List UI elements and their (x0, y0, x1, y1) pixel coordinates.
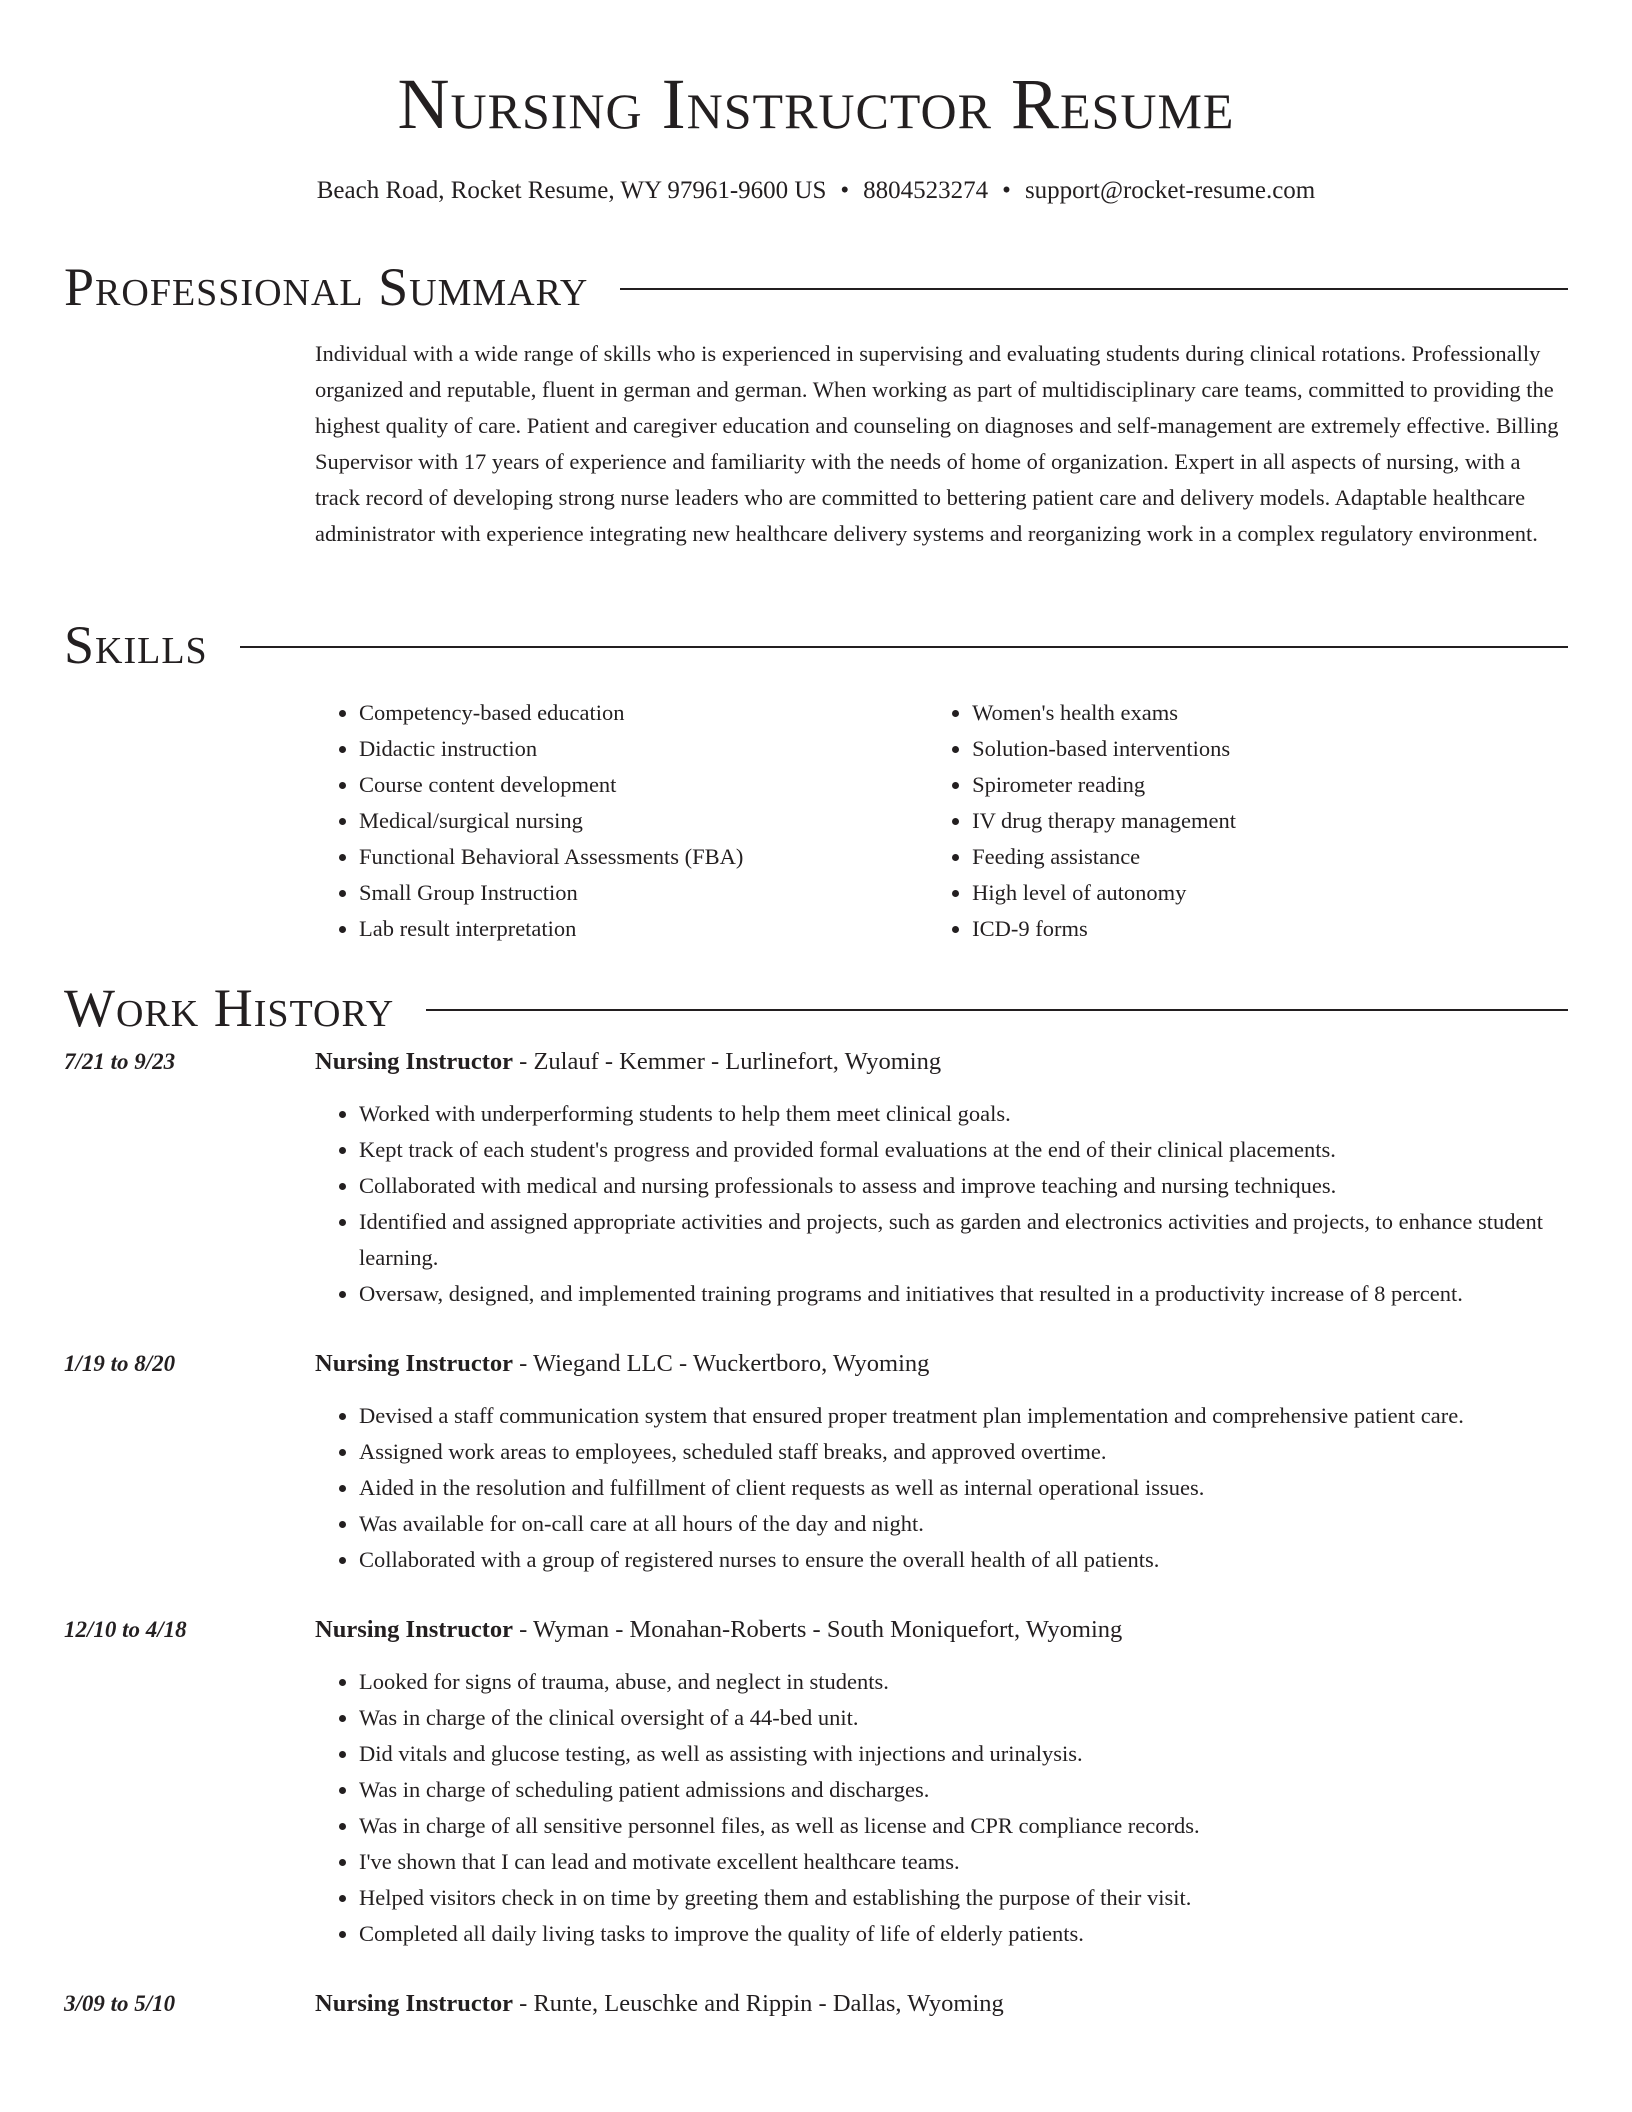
skills-list-right (928, 695, 1568, 947)
job-title: Nursing Instructor (315, 1616, 514, 1643)
job-bullet: • Devised a staff communication system that ensured proper treatment plan implementation and comprehensive patient care. (359, 1398, 1568, 1434)
job-dates: 7/21 to 9/23 (64, 1049, 176, 1074)
job-header (315, 1612, 1568, 1648)
job-entry (64, 1346, 1568, 1578)
job-bullet: • Was in charge of all sensitive personnel files, as well as license and CPR compliance records. (359, 1808, 1568, 1844)
job-title: Nursing Instructor (315, 1990, 514, 2017)
phone: 8804523274 (863, 177, 989, 204)
separator-dot: • (1002, 177, 1011, 204)
job-list (64, 1044, 1568, 2022)
skills-section (64, 615, 1568, 947)
job-bullet: • Was in charge of scheduling patient admissions and discharges. (359, 1772, 1568, 1808)
skill-item: • Feeding assistance (972, 839, 1568, 875)
job-entry (64, 1612, 1568, 1952)
job-title: Nursing Instructor (315, 1048, 514, 1075)
skill-item: • ICD-9 forms (972, 911, 1568, 947)
section-rule (240, 646, 1568, 648)
separator-dot: • (840, 177, 850, 204)
job-bullet: • Oversaw, designed, and implemented training programs and initiatives that resulted in a productivity increase of 8 percent. (359, 1276, 1568, 1312)
skill-item: • Solution-based interventions (972, 731, 1568, 767)
job-bullet: • Aided in the resolution and fulfillment of client requests as well as internal operational issues. (359, 1470, 1568, 1506)
skill-item: • Didactic instruction (359, 731, 928, 767)
job-bullets (315, 1664, 1568, 1952)
job-bullet: • Collaborated with medical and nursing professionals to assess and improve teaching and nursing techniques. (359, 1168, 1568, 1204)
job-employer: - Runte, Leuschke and Rippin - Dallas, Wyoming (513, 1990, 1004, 2017)
summary-body (315, 336, 1568, 552)
job-bullet: • Helped visitors check in on time by greeting them and establishing the purpose of their visit. (359, 1880, 1568, 1916)
skills-heading (64, 615, 1568, 675)
skills-body (315, 695, 1568, 947)
resume-title: Nursing Instructor Resume (397, 64, 1235, 144)
skill-item: • Women's health exams (972, 695, 1568, 731)
section-rule (620, 288, 1568, 290)
job-bullet: • Did vitals and glucose testing, as well as assisting with injections and urinalysis. (359, 1736, 1568, 1772)
skill-item: • IV drug therapy management (972, 803, 1568, 839)
job-bullet: • Worked with underperforming students to help them meet clinical goals. (359, 1096, 1568, 1132)
address: Beach Road, Rocket Resume, WY 97961-9600 US (316, 177, 827, 204)
job-bullet: • Collaborated with a group of registered nurses to ensure the overall health of all patients. (359, 1542, 1568, 1578)
skill-item: • High level of autonomy (972, 875, 1568, 911)
skill-item: • Functional Behavioral Assessments (FBA) (359, 839, 928, 875)
skill-item: • Small Group Instruction (359, 875, 928, 911)
job-employer: - Wiegand LLC - Wuckertboro, Wyoming (513, 1350, 930, 1377)
job-bullet: • I've shown that I can lead and motivate excellent healthcare teams. (359, 1844, 1568, 1880)
job-title: Nursing Instructor (315, 1350, 514, 1377)
job-bullet: • Kept track of each student's progress and provided formal evaluations at the end of their clinical placements. (359, 1132, 1568, 1168)
skills-list-left (315, 695, 928, 947)
job-dates: 3/09 to 5/10 (64, 1991, 176, 2016)
job-bullets (315, 1398, 1568, 1578)
skills-columns (315, 695, 1568, 947)
skill-item: • Competency-based education (359, 695, 928, 731)
summary-text: Individual with a wide range of skills who is experienced in supervising and evaluating students during clinical rotations. Professionally organized and reputable, fluent in german and german. When working as part of multidisciplinary care teams, committed to providing the highest quality of care. Patient and caregiver education and counseling on diagnoses and self-management are extremely effective. Billing Supervisor with 17 years of experience and familiarity with the needs of home of organization. Expert in all aspects of nursing, with a track record of developing strong nurse leaders who are committed to bettering patient care and delivery models. Adaptable healthcare administrator with experience integrating new healthcare delivery systems and reorganizing work in a complex regulatory environment. (315, 341, 1559, 546)
job-bullet: • Was in charge of the clinical oversight of a 44-bed unit. (359, 1700, 1568, 1736)
section-title: Work History (64, 978, 395, 1038)
work-section (64, 978, 1568, 2022)
skill-item: • Spirometer reading (972, 767, 1568, 803)
job-bullet: • Identified and assigned appropriate activities and projects, such as garden and electronics activities and projects, to enhance student learning. (359, 1204, 1568, 1276)
skill-item: • Course content development (359, 767, 928, 803)
job-employer: - Zulauf - Kemmer - Lurlinefort, Wyoming (513, 1048, 942, 1075)
summary-section (64, 257, 1568, 552)
section-title: Professional Summary (64, 257, 589, 317)
job-bullet: • Completed all daily living tasks to improve the quality of life of elderly patients. (359, 1916, 1568, 1952)
job-entry (64, 1044, 1568, 1312)
job-bullet: • Looked for signs of trauma, abuse, and neglect in students. (359, 1664, 1568, 1700)
work-heading (64, 978, 1568, 1038)
job-dates: 12/10 to 4/18 (64, 1617, 187, 1642)
job-header (315, 1986, 1568, 2022)
skill-item: • Medical/surgical nursing (359, 803, 928, 839)
email: support@rocket-resume.com (1024, 177, 1316, 204)
job-entry (64, 1986, 1568, 2022)
skill-item: • Lab result interpretation (359, 911, 928, 947)
job-employer: - Wyman - Monahan-Roberts - South Moniquefort, Wyoming (513, 1616, 1123, 1643)
section-title: Skills (64, 615, 208, 675)
job-header (315, 1346, 1568, 1382)
job-dates: 1/19 to 8/20 (64, 1351, 176, 1376)
job-bullets (315, 1096, 1568, 1312)
contact-line (0, 174, 1632, 208)
section-rule (426, 1009, 1568, 1011)
summary-heading (64, 257, 1568, 317)
job-bullet: • Assigned work areas to employees, scheduled staff breaks, and approved overtime. (359, 1434, 1568, 1470)
job-header (315, 1044, 1568, 1080)
job-bullet: • Was available for on-call care at all hours of the day and night. (359, 1506, 1568, 1542)
